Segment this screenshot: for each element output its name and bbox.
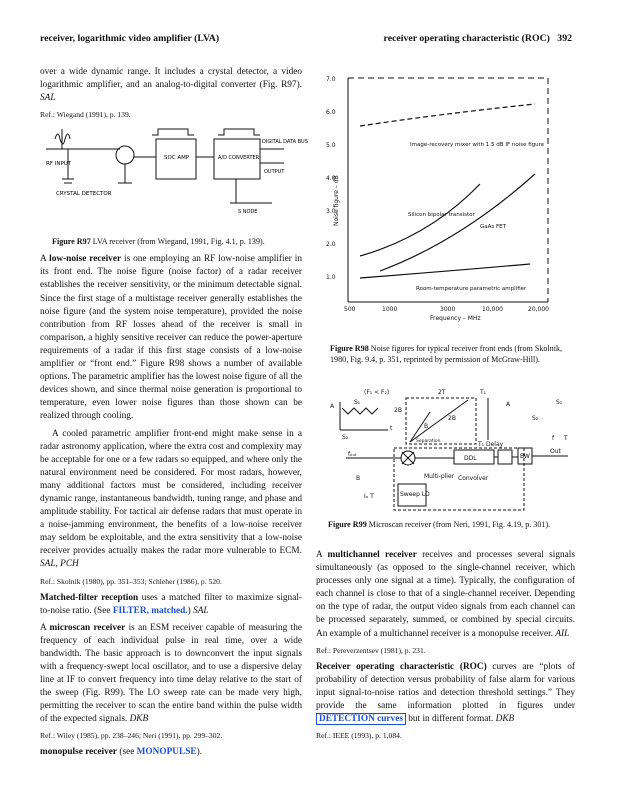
reference: Ref.: Wiley (1985), pp. 238–246; Neri (1991), pp. 299–302.: [40, 731, 223, 741]
x-tick: 10,000: [482, 306, 503, 313]
x-tick: 20,000: [528, 306, 549, 313]
header-left: receiver, logarithmic video amplifier (LVA): [40, 33, 220, 44]
running-header: [40, 33, 572, 47]
x-axis-label: Frequency – MHz: [430, 315, 481, 322]
fig99-sweep: Sweep LO: [400, 491, 430, 498]
header-right: receiver operating characteristic (ROC) 392: [383, 33, 572, 44]
fig99-tdelay: T₁ Delay: [478, 441, 504, 448]
fig97-rf-input: RF INPUT: [46, 161, 72, 168]
fig97-digital: DIGITAL DATA BUS: [262, 139, 308, 146]
fig99-2b-right: 2B: [448, 415, 456, 422]
fig99-top: (F₁ < F₂): [364, 389, 390, 396]
fig97-crystal: CRYSTAL DETECTOR: [56, 191, 112, 198]
fig99-ddl: DDL: [464, 455, 477, 462]
figure-r98-chart: [320, 66, 560, 326]
fig99-t2: T: [564, 435, 568, 442]
paragraph: A low-noise receiver is one employing an RF low-noise amplifier in its front end. The noise figure (noise factor) of a radar receiver establishes the receiver sensitivity, or the minimum detectable signal. Since the first stage of a multistage receiver generally establishes the noise figure (and the system noise temperature), provided the noise contribution from RF losses ahead of the receiver is small in comparison, a highly sensitive receiver can reduce the power-aperture requirements of a radar if this first stage consists of a low-noise amplifier or “front end.” Figure R98 shows a number of available options. The parametric amplifier has the lowest noise figure of all the devices shown, and since thermal noise generation is proportional to temperature, even lower noise figures than those shown can be realized through cooling.: [40, 254, 302, 422]
paragraph: A microscan receiver is an ESM receiver capable of measuring the frequency of each individual pulse in real time, over a wide bandwidth. The basic approach is to downconvert the input signals with a frequency-swept local oscillator, and to use a dispersive delay line at IF to convert frequency into time delay relative to the start of the sweep (Fig. R99). The LO sweep rate can be made very high, permitting the receiver to scan the entire band within the pulse width of the expected signals. DKB: [40, 622, 302, 725]
y-tick: 1.0: [326, 274, 336, 281]
fig97-ad: A/D CONVERTER: [218, 155, 260, 162]
figure-r97-caption: Figure R97 LVA receiver (from Wiegand, 1991, Fig. 4.1, p. 139).: [52, 237, 265, 247]
reference: Ref.: Pereverzentsev (1981), p. 231.: [316, 645, 426, 655]
curve-gaas: [380, 174, 535, 271]
x-tick: 1000: [382, 306, 398, 313]
paragraph: Matched-filter reception uses a matched filter to maximize signal-to-noise ratio. (See FILTER, matched.) SAL: [40, 592, 303, 616]
figure-r98-caption: Figure R98 Noise figures for typical receiver front ends (from Skolnik, 1980, Fig. 9.4, p. 351, reprinted by permission of McGraw-Hill).: [330, 344, 563, 364]
reference: Ref.: Wiegand (1991), p. 139.: [40, 110, 131, 120]
fig99-mult: Multi-plier: [424, 473, 455, 480]
fig99-2t: 2T: [438, 389, 446, 396]
x-tick: 3000: [440, 306, 456, 313]
figure-r99-caption: Figure R99 Microscan receiver (from Neri, 1991, Fig. 4.19, p. 301).: [328, 520, 551, 529]
fig99-conv: Convolver: [458, 475, 489, 482]
fig97-output: OUTPUT: [264, 169, 285, 176]
curve-param: [360, 264, 530, 278]
reference: Ref.: IEEE (1993), p. 1,084.: [316, 731, 402, 741]
paragraph: A multichannel receiver receives and processes several signals simultaneously (as opposed to the single-channel receiver, which processes only one signal at a time). Typically, the configuration of each channel is close to that of a single-channel receiver. Depending on the type of radar, the output video signals from each channel can be processed separately, summed, or combined by special circuits. An example of a multichannel receiver is a monopulse receiver. AIL: [316, 550, 575, 639]
fig97-soc-amp: SOC AMP: [164, 155, 190, 162]
fig99-f: f: [552, 435, 555, 442]
fig99-a-left: A: [330, 403, 335, 410]
y-tick: 6.0: [326, 109, 336, 116]
fig99-s1r: S₁: [556, 399, 563, 406]
fig99-bw: BW: [520, 453, 530, 460]
fig99-s2: S₂: [342, 434, 349, 441]
paragraph: A cooled parametric amplifier front-end might make sense in a radar astronomy application, where the extra cost and complexity may be acceptable for one or a few radars so equipped, and where only the natural environment need be considered. For most radars, however, many additional factors must be considered, including receiver dynamic range, instantaneous bandwidth, tuning range, and phase and amplitude stability. For tactical air defense radars that must operate in a noise-jamming environment, the benefits of a low-noise receiver may seldom be exploitable, and the extra sensitivity that a low-noise receiver provides actually makes the radar more vulnerable to ECM. SAL, PCH: [40, 428, 302, 570]
fig99-fout: fₒᵤₜ: [348, 451, 357, 458]
fig99-b: B: [424, 423, 429, 430]
curve-mixer: [360, 104, 535, 126]
x-tick: 500: [344, 306, 356, 313]
y-tick: 2.0: [326, 241, 336, 248]
curve4-label: Room-temperature parametric amplifier: [416, 286, 527, 292]
fig99-sep: Separation: [416, 439, 441, 444]
reference: Ref.: Skolnik (1980), pp. 351–353; Schleher (1986), p. 520.: [40, 576, 222, 586]
curve-bipolar: [360, 184, 480, 256]
curve2-label: Silicon bipolar transistor: [408, 212, 475, 218]
fig99-iot: Iₒ T: [364, 493, 374, 500]
y-axis-label: Noise figure – dB: [333, 175, 340, 226]
fig99-out: Out: [550, 448, 561, 455]
fig99-2b: 2B: [394, 407, 402, 414]
figure-r97-diagram: [40, 125, 308, 230]
paragraph: Receiver operating characteristic (ROC) curves are “plots of probability of detection versus probability of false alarm for various input signal-to-noise ratios and detection threshold settings.” They provide the same information plotted in figures under DETECTION curves but in different format. DKB: [316, 661, 575, 725]
link-detection-curves[interactable]: DETECTION curves: [316, 713, 406, 725]
fig99-b-left: B: [356, 475, 361, 482]
curve3-label: GaAs FET: [480, 224, 507, 230]
fig99-t: t: [390, 425, 393, 432]
fig99-s1: S₁: [354, 399, 361, 406]
y-tick: 4.0: [326, 175, 336, 182]
left-column: [40, 66, 308, 764]
link-filter-matched[interactable]: FILTER, matched.: [112, 605, 188, 616]
y-tick: 3.0: [326, 208, 336, 215]
fig97-snode: S NODE: [238, 209, 258, 216]
page-number: 392: [557, 33, 572, 44]
fig99-a-right: A: [506, 401, 511, 408]
fig99-t1: T₁: [480, 389, 487, 396]
fig99-s2r: S₂: [532, 415, 539, 422]
link-monopulse[interactable]: MONOPULSE: [136, 747, 197, 758]
y-tick: 5.0: [326, 142, 336, 149]
paragraph: monopulse receiver (see MONOPULSE).: [40, 747, 202, 758]
figure-r99-diagram: [328, 384, 576, 512]
y-tick: 7.0: [326, 76, 336, 83]
paragraph: over a wide dynamic range. It includes a crystal detector, a video logarithmic amplifier, and an analog-to-digital converter (Fig. R97). SAL: [40, 67, 302, 104]
curve1-label: Image-recovery mixer with 1.5 dB IF noise figure: [410, 142, 545, 148]
right-column: [316, 549, 575, 746]
